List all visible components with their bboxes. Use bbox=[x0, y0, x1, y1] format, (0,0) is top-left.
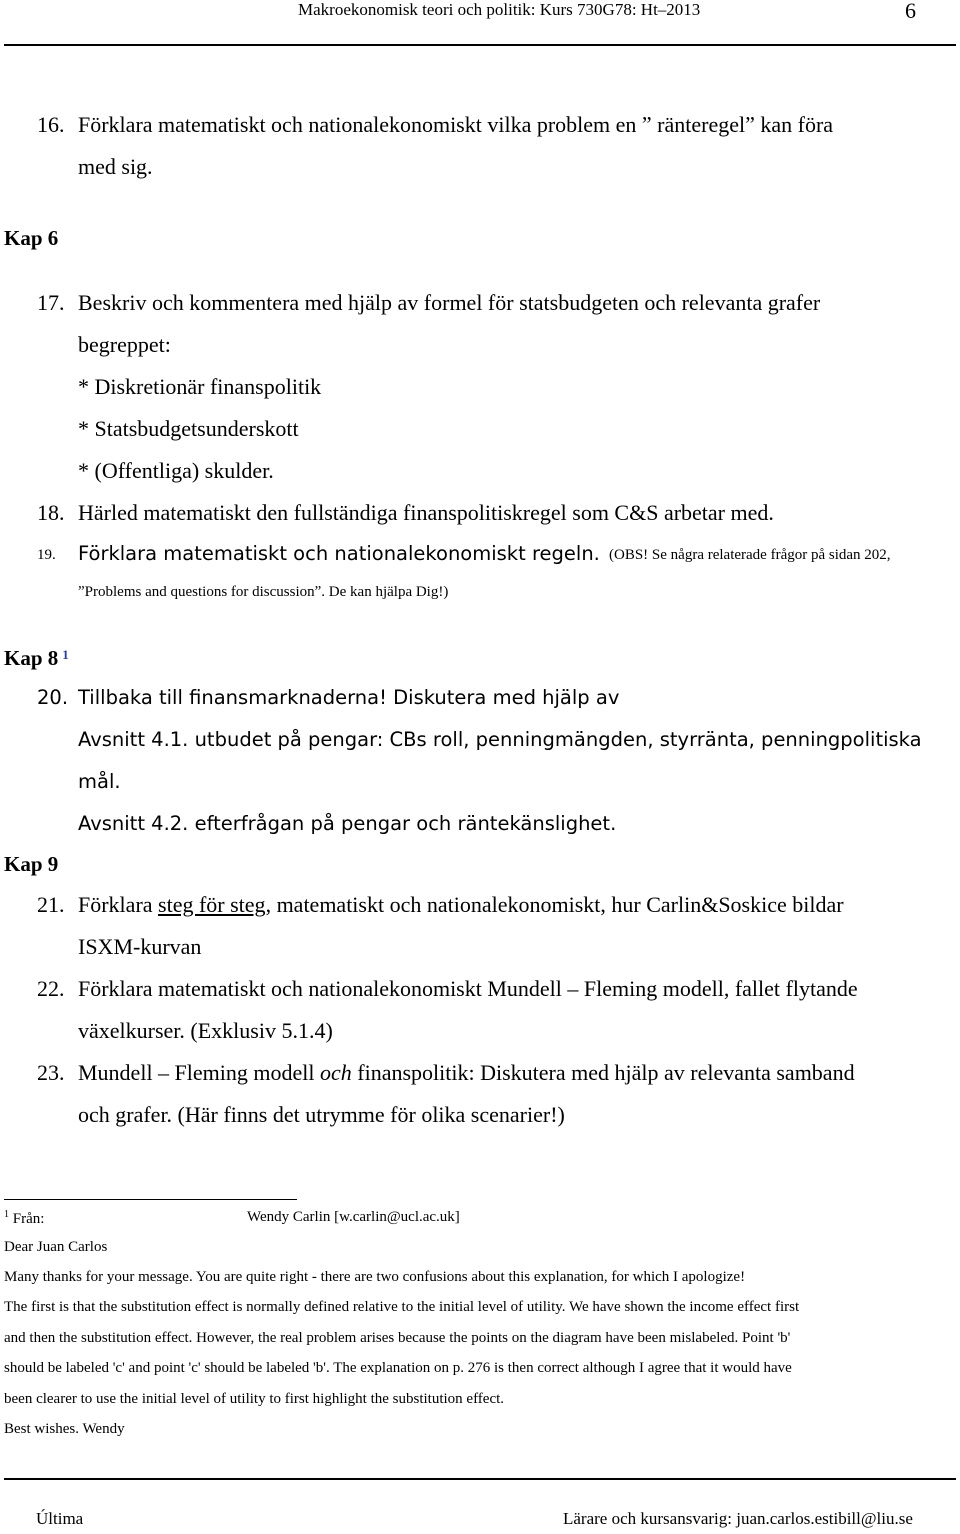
question-23-cont: och grafer. (Här finns det utrymme för olika scenarier!) bbox=[78, 1102, 565, 1127]
question-23 bbox=[0, 1060, 960, 1090]
page-number: 6 bbox=[905, 0, 916, 23]
text-segment: finanspolitik: Diskutera med hjälp av relevanta samband bbox=[351, 1060, 855, 1085]
question-note: (OBS! Se några relaterade frågor på sidan 202, bbox=[609, 547, 891, 563]
footnote-line: and then the substitution effect. However, the real problem arises because the points on the diagram have been mislabeled. Point 'b' bbox=[4, 1330, 791, 1346]
footnote-line: should be labeled 'c' and point 'c' should be labeled 'b'. The explanation on p. 276 is then correct although I agree that it would have bbox=[4, 1360, 792, 1376]
footnote-line: been clearer to use the initial level of utility to first highlight the substitution effect. bbox=[4, 1391, 505, 1407]
footnote-line: The first is that the substitution effect is normally defined relative to the initial level of utility. We have shown the income effect first bbox=[4, 1299, 800, 1315]
question-20-line: Avsnitt 4.1. utbudet på pengar: CBs roll, penningmängden, styrränta, penningpolitiska bbox=[78, 728, 922, 751]
question-text: Tillbaka till finansmarknaderna! Diskutera med hjälp av bbox=[78, 686, 620, 709]
question-text: Beskriv och kommentera med hjälp av formel för statsbudgeten och relevanta grafer bbox=[78, 290, 821, 315]
footnote-sender: Wendy Carlin [w.carlin@ucl.ac.uk] bbox=[247, 1209, 460, 1225]
question-19 bbox=[0, 542, 960, 572]
bullet-item: * (Offentliga) skulder. bbox=[78, 458, 274, 483]
question-16-cont: med sig. bbox=[78, 154, 153, 179]
question-number: 20. bbox=[37, 686, 69, 709]
footnote-line: Dear Juan Carlos bbox=[4, 1239, 108, 1255]
header-divider bbox=[4, 44, 956, 46]
footnote-line: Many thanks for your message. You are quite right - there are two confusions about this explanation, for which I apologize! bbox=[4, 1269, 746, 1285]
footnote-from bbox=[4, 1209, 44, 1228]
from-label: Från: bbox=[12, 1211, 45, 1227]
footnote-reference[interactable]: 1 bbox=[62, 647, 69, 662]
chapter-heading-8 bbox=[4, 646, 69, 671]
footnote-line: Best wishes. Wendy bbox=[4, 1421, 125, 1437]
question-text: Härled matematiskt den fullständiga finanspolitiskregel som C&S arbetar med. bbox=[78, 500, 774, 525]
text-segment: , matematiskt och nationalekonomiskt, hur Carlin&Soskice bildar bbox=[265, 892, 844, 917]
footnote-marker: 1 bbox=[4, 1209, 9, 1220]
chapter-heading-9: Kap 9 bbox=[4, 852, 59, 876]
footer-left: Última bbox=[36, 1509, 84, 1528]
question-number: 17. bbox=[37, 290, 65, 315]
footer-contact[interactable]: Lärare och kursansvarig: juan.carlos.estibill@liu.se bbox=[563, 1509, 913, 1528]
question-20 bbox=[0, 686, 960, 716]
question-22-cont: växelkurser. (Exklusiv 5.1.4) bbox=[78, 1018, 333, 1043]
question-number: 16. bbox=[37, 112, 65, 137]
question-number: 19. bbox=[37, 547, 56, 563]
footer-divider bbox=[4, 1478, 956, 1480]
text-segment: Mundell – Fleming modell bbox=[78, 1060, 320, 1085]
question-22 bbox=[0, 976, 960, 1006]
question-text: Förklara matematiskt och nationalekonomiskt vilka problem en ˮ ränteregelˮ kan föra bbox=[78, 112, 834, 137]
question-21-cont: ISXM-kurvan bbox=[78, 934, 202, 959]
question-19-note-cont: ˮProblems and questions for discussionˮ. De kan hjälpa Dig!) bbox=[78, 584, 449, 600]
question-text: Förklara matematiskt och nationalekonomiskt Mundell – Fleming modell, fallet flytande bbox=[78, 976, 858, 1001]
question-17-cont: begreppet: bbox=[78, 332, 171, 357]
question-20-line: Avsnitt 4.2. efterfrågan på pengar och räntekänslighet. bbox=[78, 812, 617, 835]
question-number: 18. bbox=[37, 500, 65, 525]
running-header: Makroekonomisk teori och politik: Kurs 730G78: Ht–2013 bbox=[298, 0, 701, 19]
chapter-heading-6: Kap 6 bbox=[4, 226, 59, 250]
bullet-item: * Statsbudgetsunderskott bbox=[78, 416, 299, 441]
question-text bbox=[78, 892, 844, 918]
italic-text: och bbox=[320, 1060, 352, 1085]
question-number: 22. bbox=[37, 976, 65, 1001]
question-20-line: mål. bbox=[78, 770, 121, 793]
question-21 bbox=[0, 892, 960, 922]
question-text: Förklara matematiskt och nationalekonomiskt regeln. bbox=[78, 542, 600, 565]
question-text bbox=[78, 1060, 855, 1086]
text-segment: Förklara bbox=[78, 892, 159, 917]
question-number: 21. bbox=[37, 892, 65, 917]
chapter-label: Kap 8 bbox=[4, 646, 59, 670]
footnote-separator bbox=[4, 1199, 297, 1200]
bullet-item: * Diskretionär finanspolitik bbox=[78, 374, 322, 399]
underlined-text: steg för steg bbox=[158, 892, 266, 917]
question-number: 23. bbox=[37, 1060, 65, 1085]
